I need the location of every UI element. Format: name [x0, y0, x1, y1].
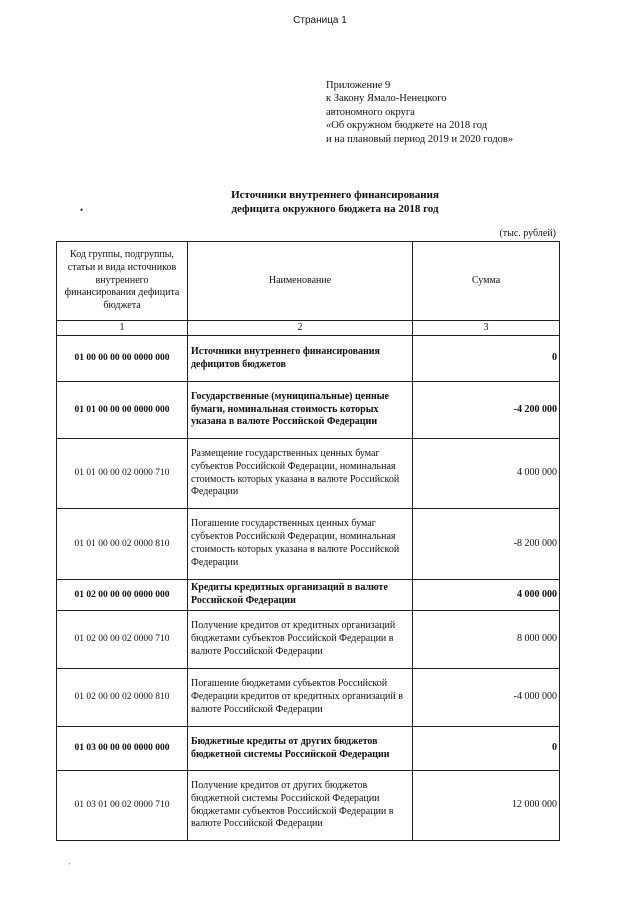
- row-code: 01 02 00 00 00 0000 000: [57, 580, 188, 611]
- title-line: дефицита окружного бюджета на 2018 год: [231, 203, 439, 215]
- row-amount: 0: [413, 727, 560, 771]
- row-name: Источники внутреннего финансирования дефицитов бюджетов: [188, 336, 413, 382]
- row-code: 01 03 00 00 00 0000 000: [57, 727, 188, 771]
- document-title: [0, 188, 640, 216]
- table-row: [57, 611, 560, 669]
- row-name: Получение кредитов от других бюджетов бюджетной системы Российской Федерации бюджетами субъектов Российской Федерации в валюте Российской Федерации: [188, 771, 413, 841]
- header-code: Код группы, подгруппы, статьи и вида источников внутреннего финансирования дефицита бюджета: [57, 242, 188, 321]
- column-number: 1: [57, 321, 188, 336]
- row-name: Погашение бюджетами субъектов Российской Федерации кредитов от кредитных организаций в валюте Российской Федерации: [188, 669, 413, 727]
- row-amount: -8 200 000: [413, 509, 560, 580]
- page-header: Страница 1: [293, 15, 347, 26]
- row-code: 01 00 00 00 00 0000 000: [57, 336, 188, 382]
- appendix-line: «Об окружном бюджете на 2018 год: [326, 120, 488, 132]
- column-number: 3: [413, 321, 560, 336]
- table-row: [57, 336, 560, 382]
- table-row: [57, 727, 560, 771]
- table-row: [57, 580, 560, 611]
- appendix-line: Приложение 9: [326, 80, 391, 91]
- row-amount: -4 200 000: [413, 382, 560, 439]
- appendix-line: к Закону Ямало-Ненецкого: [326, 93, 447, 105]
- table-row: [57, 771, 560, 841]
- row-name: Кредиты кредитных организаций в валюте Российской Федерации: [188, 580, 413, 611]
- row-amount: 8 000 000: [413, 611, 560, 669]
- row-name: Погашение государственных ценных бумаг субъектов Российской Федерации, номинальная стоимость которых указана в валюте Российской Федерации: [188, 509, 413, 580]
- financing-sources-table: [56, 241, 560, 841]
- table-row: [57, 509, 560, 580]
- row-code: 01 01 00 00 02 0000 710: [57, 439, 188, 509]
- scan-mark: •: [80, 205, 84, 215]
- row-amount: -4 000 000: [413, 669, 560, 727]
- row-code: 01 03 01 00 02 0000 710: [57, 771, 188, 841]
- row-amount: 12 000 000: [413, 771, 560, 841]
- row-name: Государственные (муниципальные) ценные бумаги, номинальная стоимость которых указана в валюте Российской Федерации: [188, 382, 413, 439]
- header-name: Наименование: [188, 242, 413, 321]
- table-row: [57, 669, 560, 727]
- row-name: Размещение государственных ценных бумаг субъектов Российской Федерации, номинальная стоимость которых указана в валюте Российской Федерации: [188, 439, 413, 509]
- row-code: 01 02 00 00 02 0000 710: [57, 611, 188, 669]
- row-name: Получение кредитов от кредитных организаций бюджетами субъектов Российской Федерации в валюте Российской Федерации: [188, 611, 413, 669]
- units-label: (тыс. рублей): [499, 228, 556, 239]
- appendix-line: автономного округа: [326, 106, 415, 118]
- row-name: Бюджетные кредиты от других бюджетов бюджетной системы Российской Федерации: [188, 727, 413, 771]
- column-number: 2: [188, 321, 413, 336]
- table-header-row: [57, 242, 560, 321]
- header-amount: Сумма: [413, 242, 560, 321]
- table-row: [57, 439, 560, 509]
- scan-mark: ’: [68, 862, 71, 870]
- row-amount: 4 000 000: [413, 580, 560, 611]
- row-code: 01 02 00 00 02 0000 810: [57, 669, 188, 727]
- appendix-note: [326, 79, 513, 146]
- title-line: Источники внутреннего финансирования: [231, 189, 439, 201]
- row-amount: 0: [413, 336, 560, 382]
- appendix-line: и на плановый период 2019 и 2020 годов»: [326, 133, 514, 145]
- row-code: 01 01 00 00 00 0000 000: [57, 382, 188, 439]
- row-amount: 4 000 000: [413, 439, 560, 509]
- row-code: 01 01 00 00 02 0000 810: [57, 509, 188, 580]
- table-row: [57, 382, 560, 439]
- column-number-row: [57, 321, 560, 336]
